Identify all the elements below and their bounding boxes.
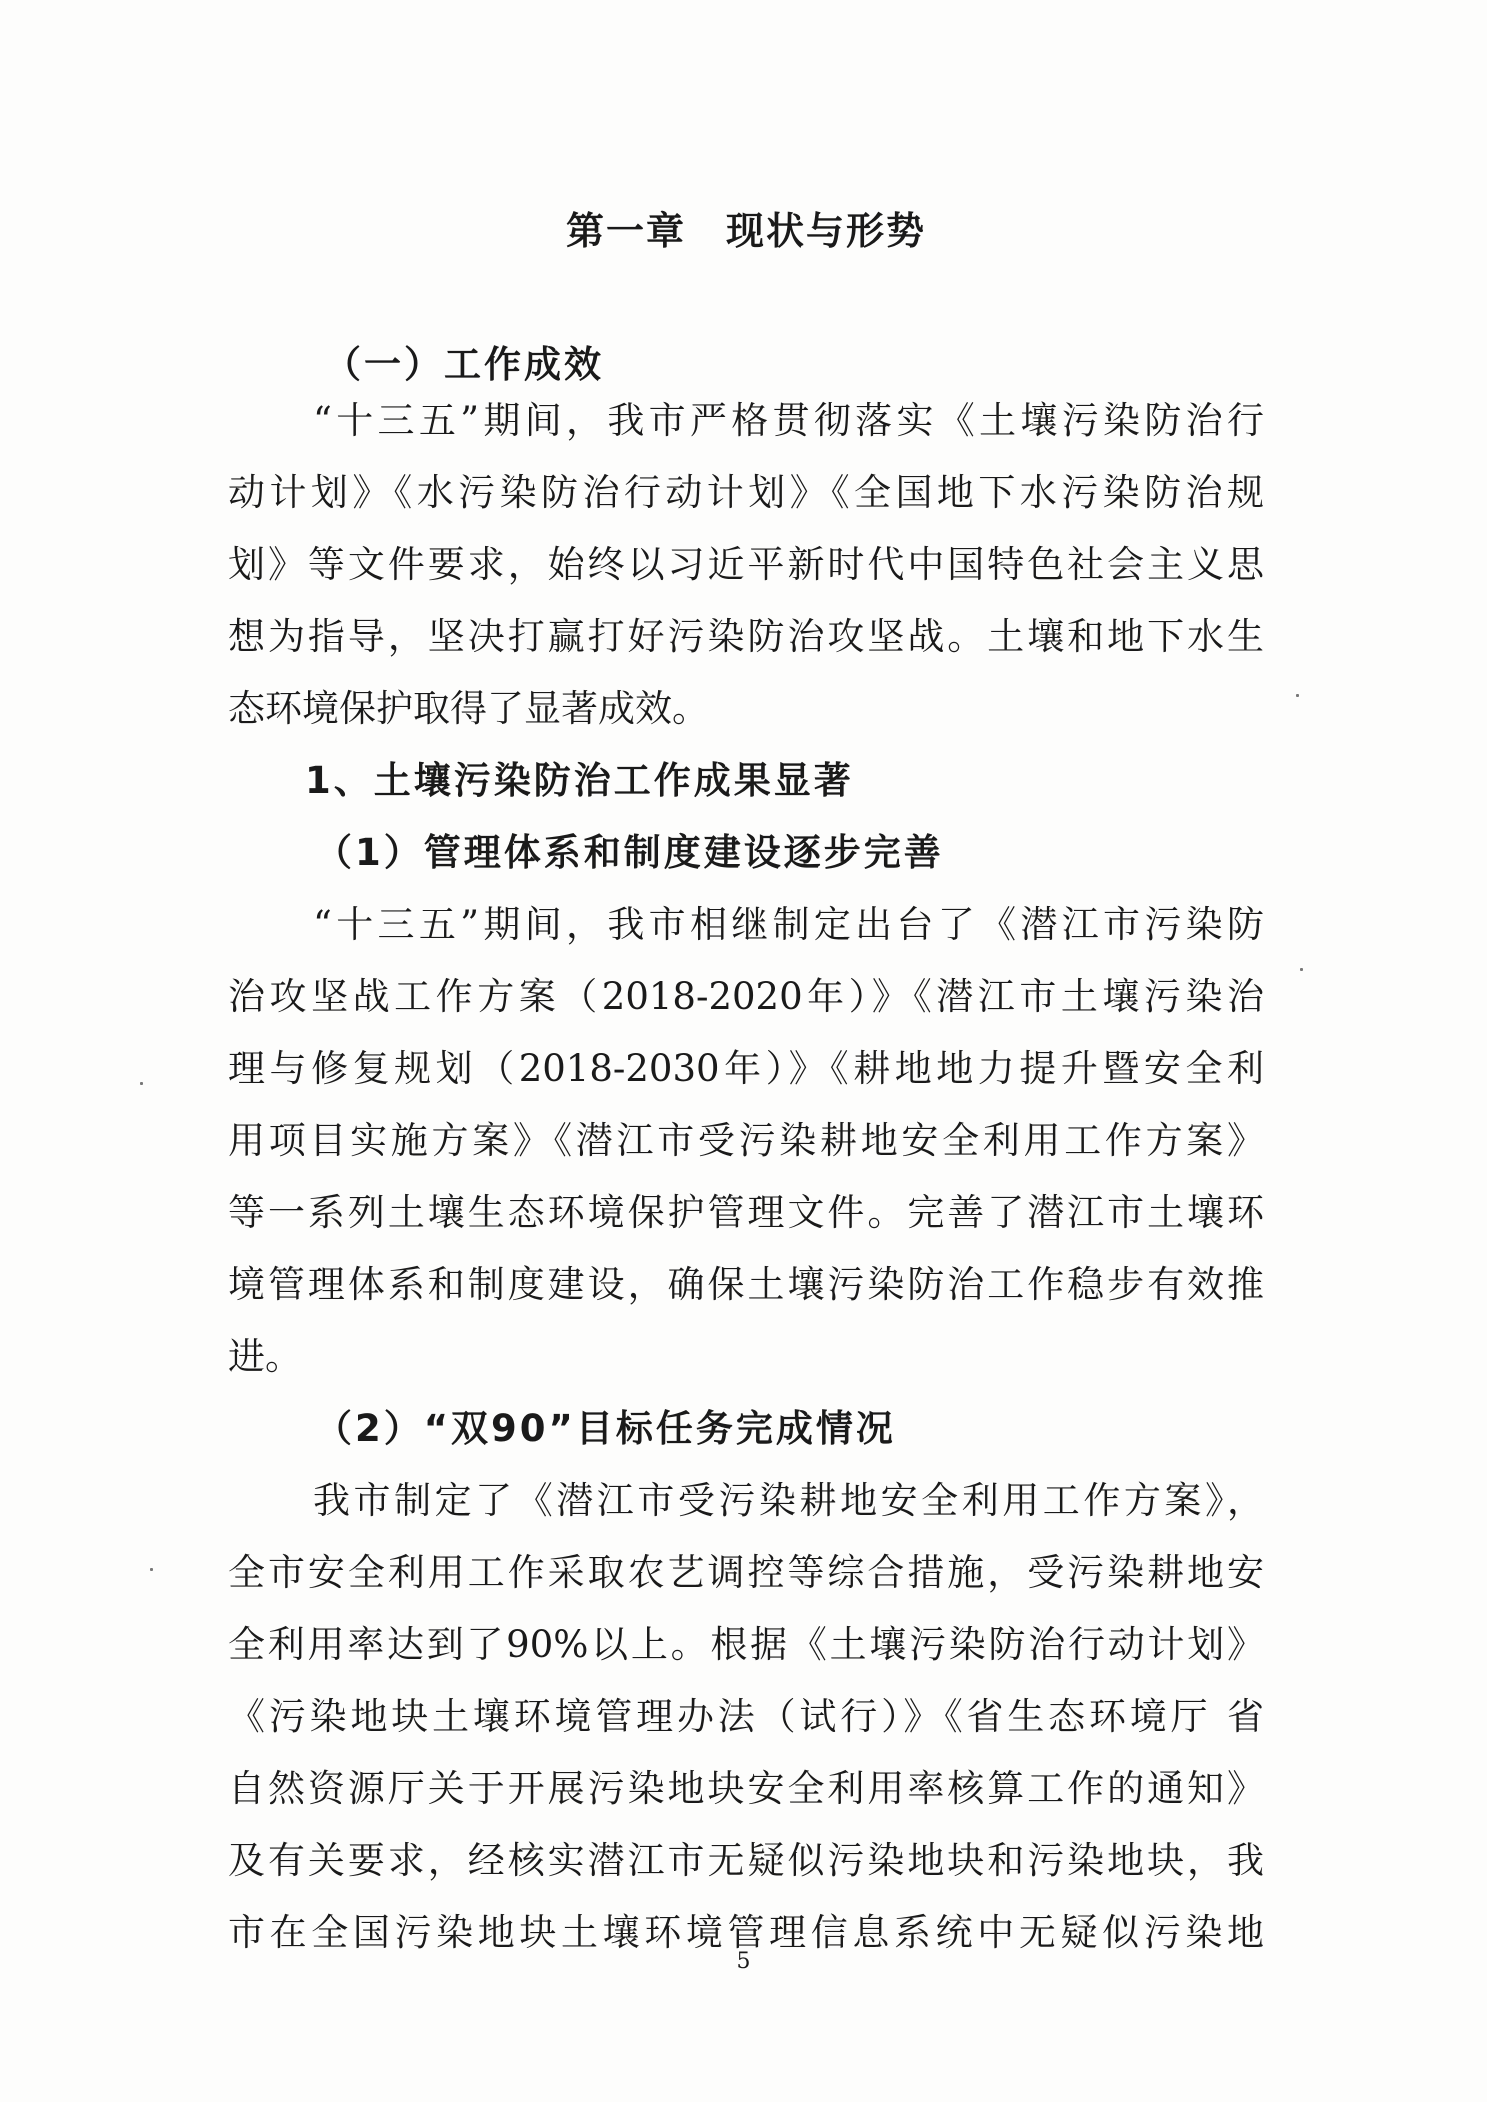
- item-heading-double-90: （2）“双90”目标任务完成情况: [315, 1407, 896, 1450]
- paragraph-line: 我市制定了《潜江市受污染耕地安全利用工作方案》，: [313, 1479, 1264, 1522]
- item-heading-management-system: （1）管理体系和制度建设逐步完善: [315, 831, 944, 874]
- paragraph-line: “十三五”期间，我市相继制定出台了《潜江市污染防: [313, 903, 1264, 946]
- scan-speck: [1300, 968, 1303, 971]
- paragraph-line: 治攻坚战工作方案（2018-2020年）》《潜江市土壤污染治: [228, 975, 1264, 1018]
- paragraph-line: 《污染地块土壤环境管理办法（试行）》《省生态环境厅 省: [228, 1695, 1264, 1738]
- paragraph-line: 划》等文件要求，始终以习近平新时代中国特色社会主义思: [228, 543, 1264, 586]
- paragraph-line: “十三五”期间，我市严格贯彻落实《土壤污染防治行: [313, 399, 1264, 442]
- paragraph-line: 全市安全利用工作采取农艺调控等综合措施，受污染耕地安: [228, 1551, 1264, 1594]
- scan-speck: [150, 1568, 153, 1571]
- subsection-heading-soil: 1、土壤污染防治工作成果显著: [305, 759, 854, 802]
- paragraph-line: 动计划》《水污染防治行动计划》《全国地下水污染防治规: [228, 471, 1264, 514]
- page-number: 5: [736, 1949, 751, 1974]
- paragraph-line: 进。: [228, 1335, 302, 1378]
- paragraph-line: 市在全国污染地块土壤环境管理信息系统中无疑似污染地: [228, 1911, 1264, 1954]
- paragraph-line: 用项目实施方案》《潜江市受污染耕地安全利用工作方案》: [228, 1119, 1264, 1162]
- paragraph-line: 想为指导，坚决打赢打好污染防治攻坚战。土壤和地下水生: [228, 615, 1264, 658]
- paragraph-line: 自然资源厅关于开展污染地块安全利用率核算工作的通知》: [228, 1767, 1264, 1810]
- section-heading-work-results: （一）工作成效: [324, 343, 604, 386]
- paragraph-line: 及有关要求，经核实潜江市无疑似污染地块和污染地块，我: [228, 1839, 1264, 1882]
- scan-speck: [1296, 694, 1299, 697]
- paragraph-line: 境管理体系和制度建设，确保土壤污染防治工作稳步有效推: [228, 1263, 1264, 1306]
- paragraph-line: 理与修复规划（2018-2030年）》《耕地地力提升暨安全利: [228, 1047, 1264, 1090]
- paragraph-line: 全利用率达到了90%以上。根据《土壤污染防治行动计划》: [228, 1623, 1264, 1666]
- chapter-title: 第一章 现状与形势: [565, 209, 926, 253]
- scan-speck: [140, 1082, 143, 1085]
- paragraph-line: 态环境保护取得了显著成效。: [228, 687, 709, 730]
- paragraph-line: 等一系列土壤生态环境保护管理文件。完善了潜江市土壤环: [228, 1191, 1264, 1234]
